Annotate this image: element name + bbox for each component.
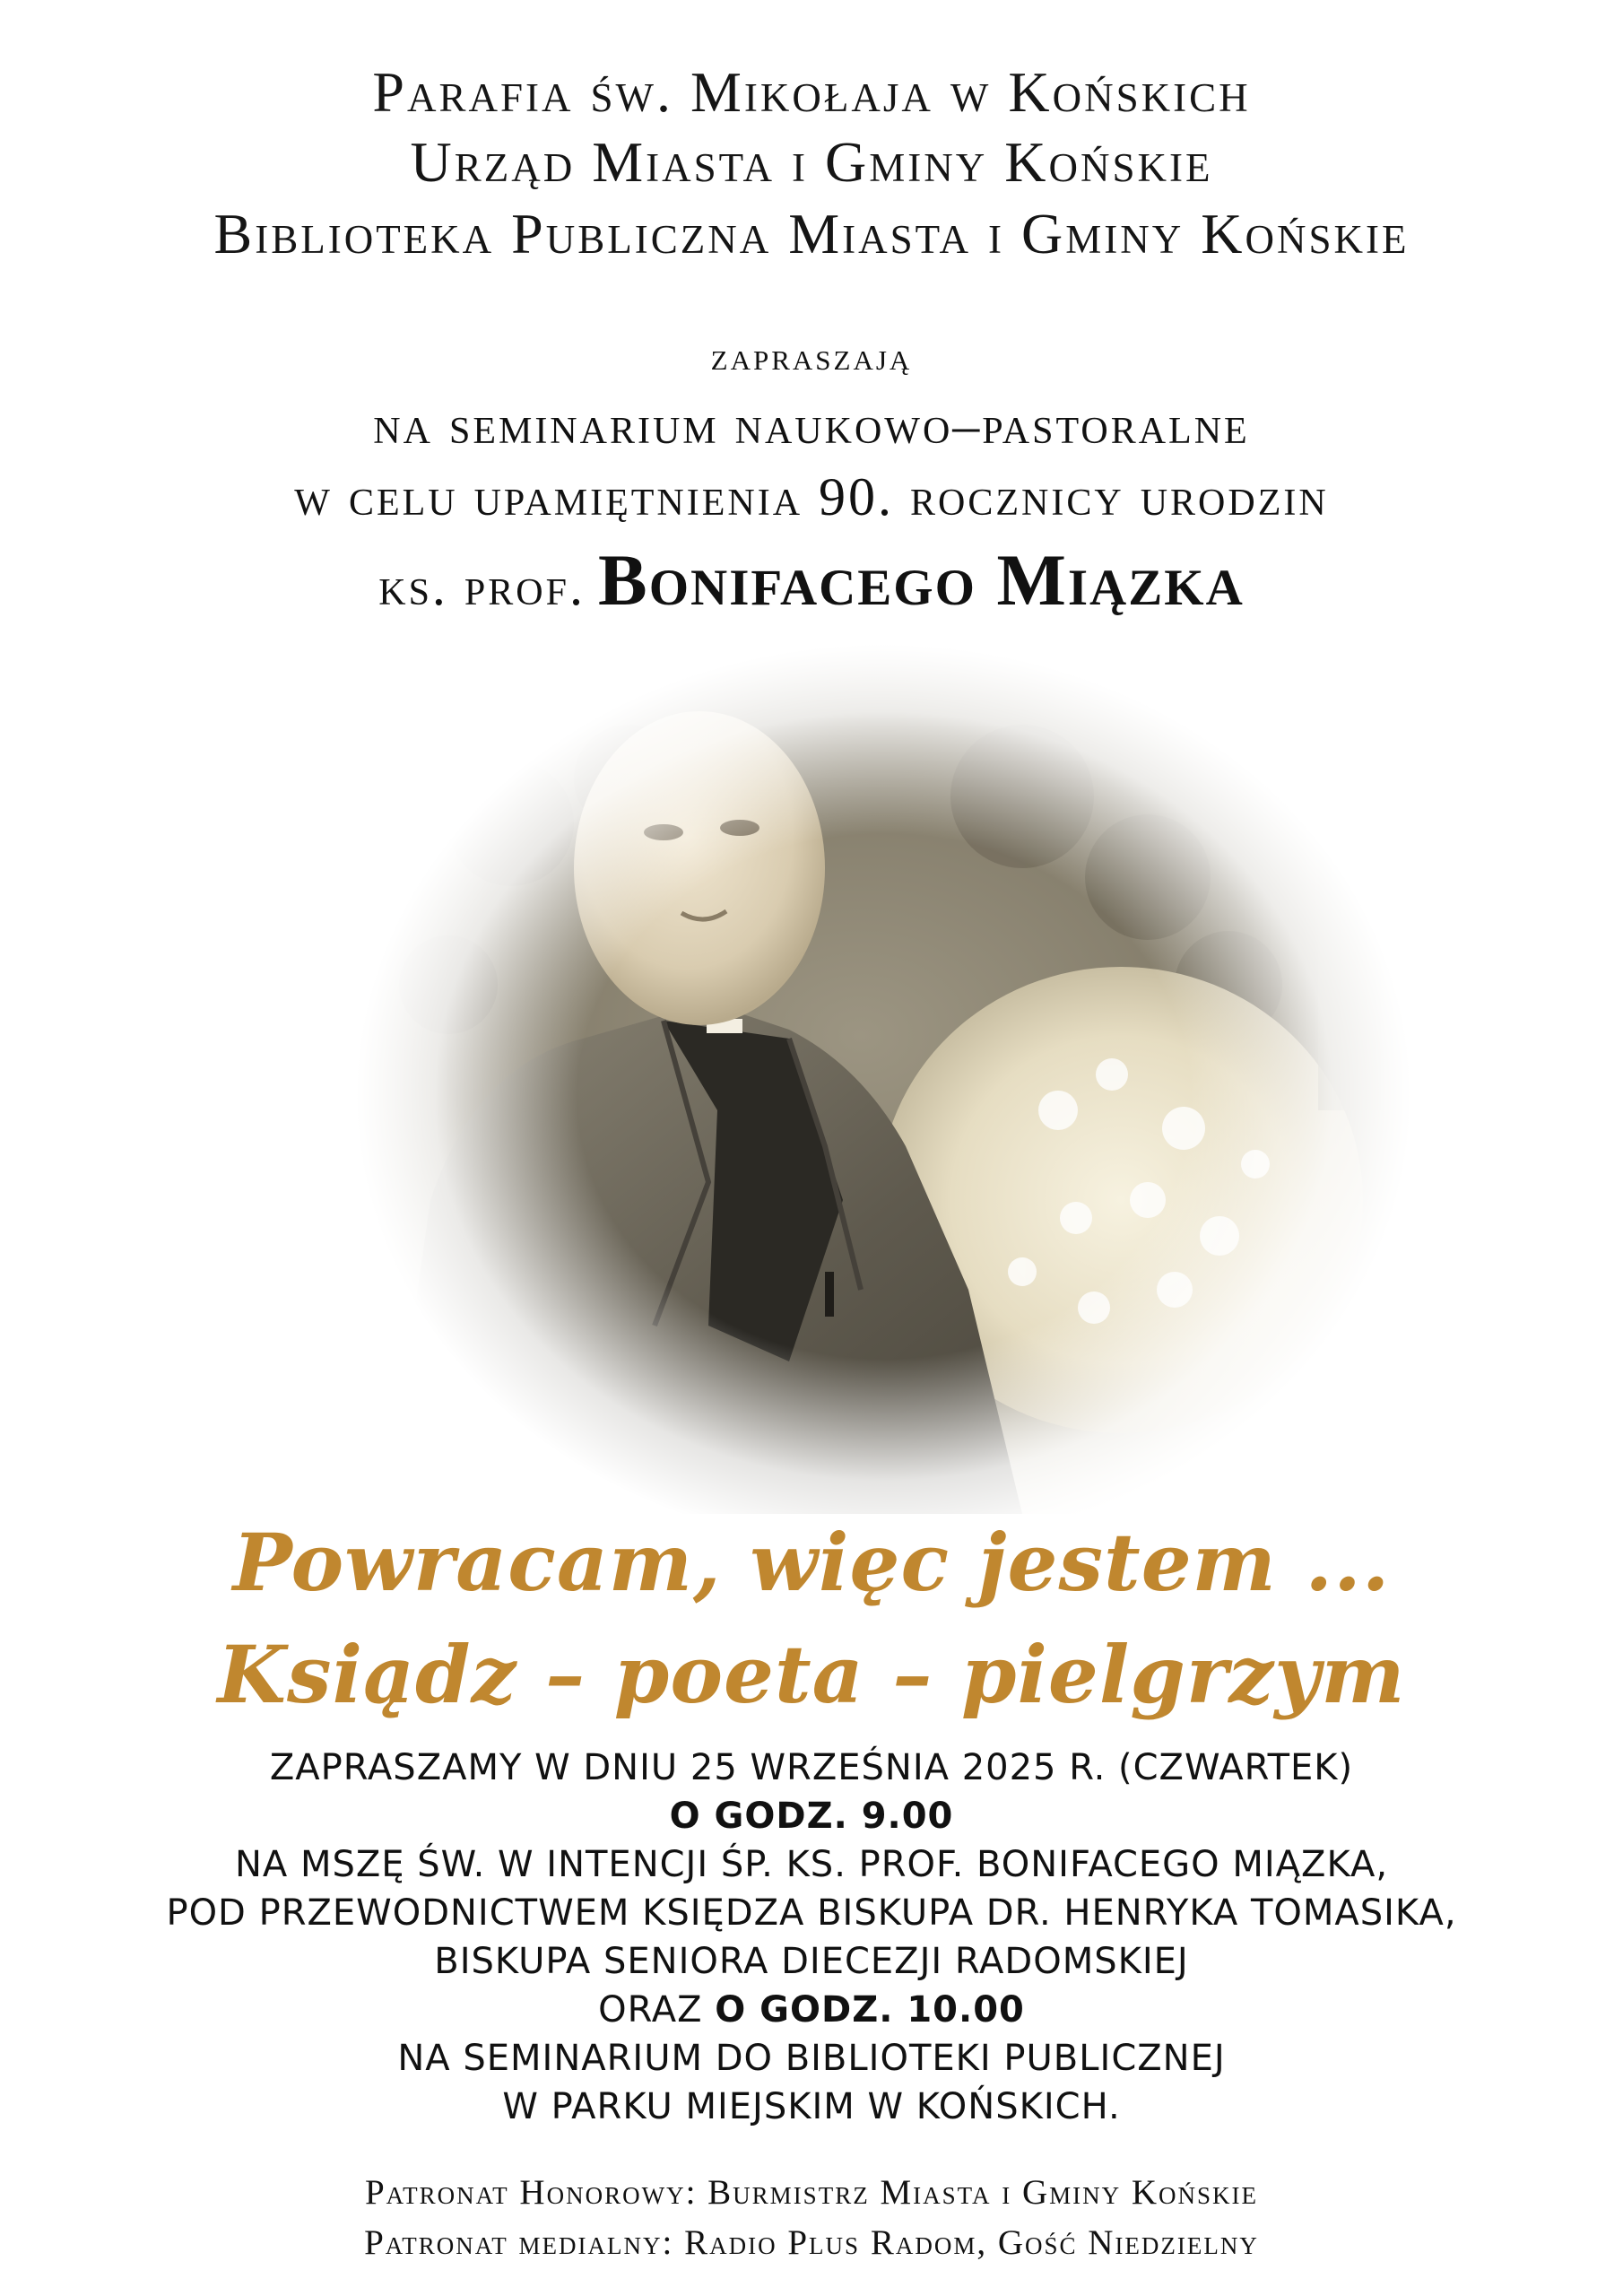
seminar-time-value: O GODZ. 10.00 (715, 1989, 1025, 2031)
organizer-city-office: Urząd Miasta i Gminy Końskie (410, 130, 1213, 194)
mass-time-value: O GODZ. 9.00 (669, 1796, 954, 1837)
event-title-line1: Powracam, więc jestem ... (232, 1516, 1391, 1609)
invite-purpose-line: w celu upamiętnienia 90. rocznicy urodzin (294, 467, 1329, 526)
honoree-prefix: ks. prof. (378, 557, 586, 616)
invite-verb: zapraszają (710, 335, 913, 378)
portrait-photo (287, 644, 1435, 1514)
organizer-parish: Parafia św. Mikołaja w Końskich (372, 60, 1251, 124)
invite-event-line: na seminarium naukowo–pastoralne (373, 396, 1250, 455)
bishop-title: BISKUPA SENIORA DIECEZJI RADOMSKIEJ (434, 1941, 1189, 1982)
event-title-line2: Ksiądz – poeta – pielgrzym (217, 1628, 1406, 1721)
seminar-time (0, 1989, 1623, 2031)
honoree-name: Bonifacego Miązka (598, 539, 1245, 621)
mass-time (0, 1796, 1623, 1837)
seminar-time-prefix: ORAZ (598, 1989, 716, 2031)
honorary-patronage: Patronat Honorowy: Burmistrz Miasta i Gminy Końskie (364, 2173, 1259, 2212)
organizer-library: Biblioteka Publiczna Miasta i Gminy Końskie (213, 202, 1410, 265)
mass-presiding: POD PRZEWODNICTWEM KSIĘDZA BISKUPA DR. HENRYKA TOMASIKA, (166, 1892, 1457, 1934)
honoree-line (0, 538, 1623, 622)
seminar-place: W PARKU MIEJSKIM W KOŃSKICH. (502, 2086, 1121, 2127)
event-date: ZAPRASZAMY W DNIU 25 WRZEŚNIA 2025 R. (CZWARTEK) (269, 1747, 1354, 1788)
seminar-description: NA SEMINARIUM DO BIBLIOTEKI PUBLICZNEJ (397, 2038, 1226, 2079)
mass-description: NA MSZĘ ŚW. W INTENCJI ŚP. KS. PROF. BONIFACEGO MIĄZKA, (234, 1844, 1389, 1885)
media-patronage: Patronat medialny: Radio Plus Radom, Gość Niedzielny (364, 2223, 1259, 2262)
